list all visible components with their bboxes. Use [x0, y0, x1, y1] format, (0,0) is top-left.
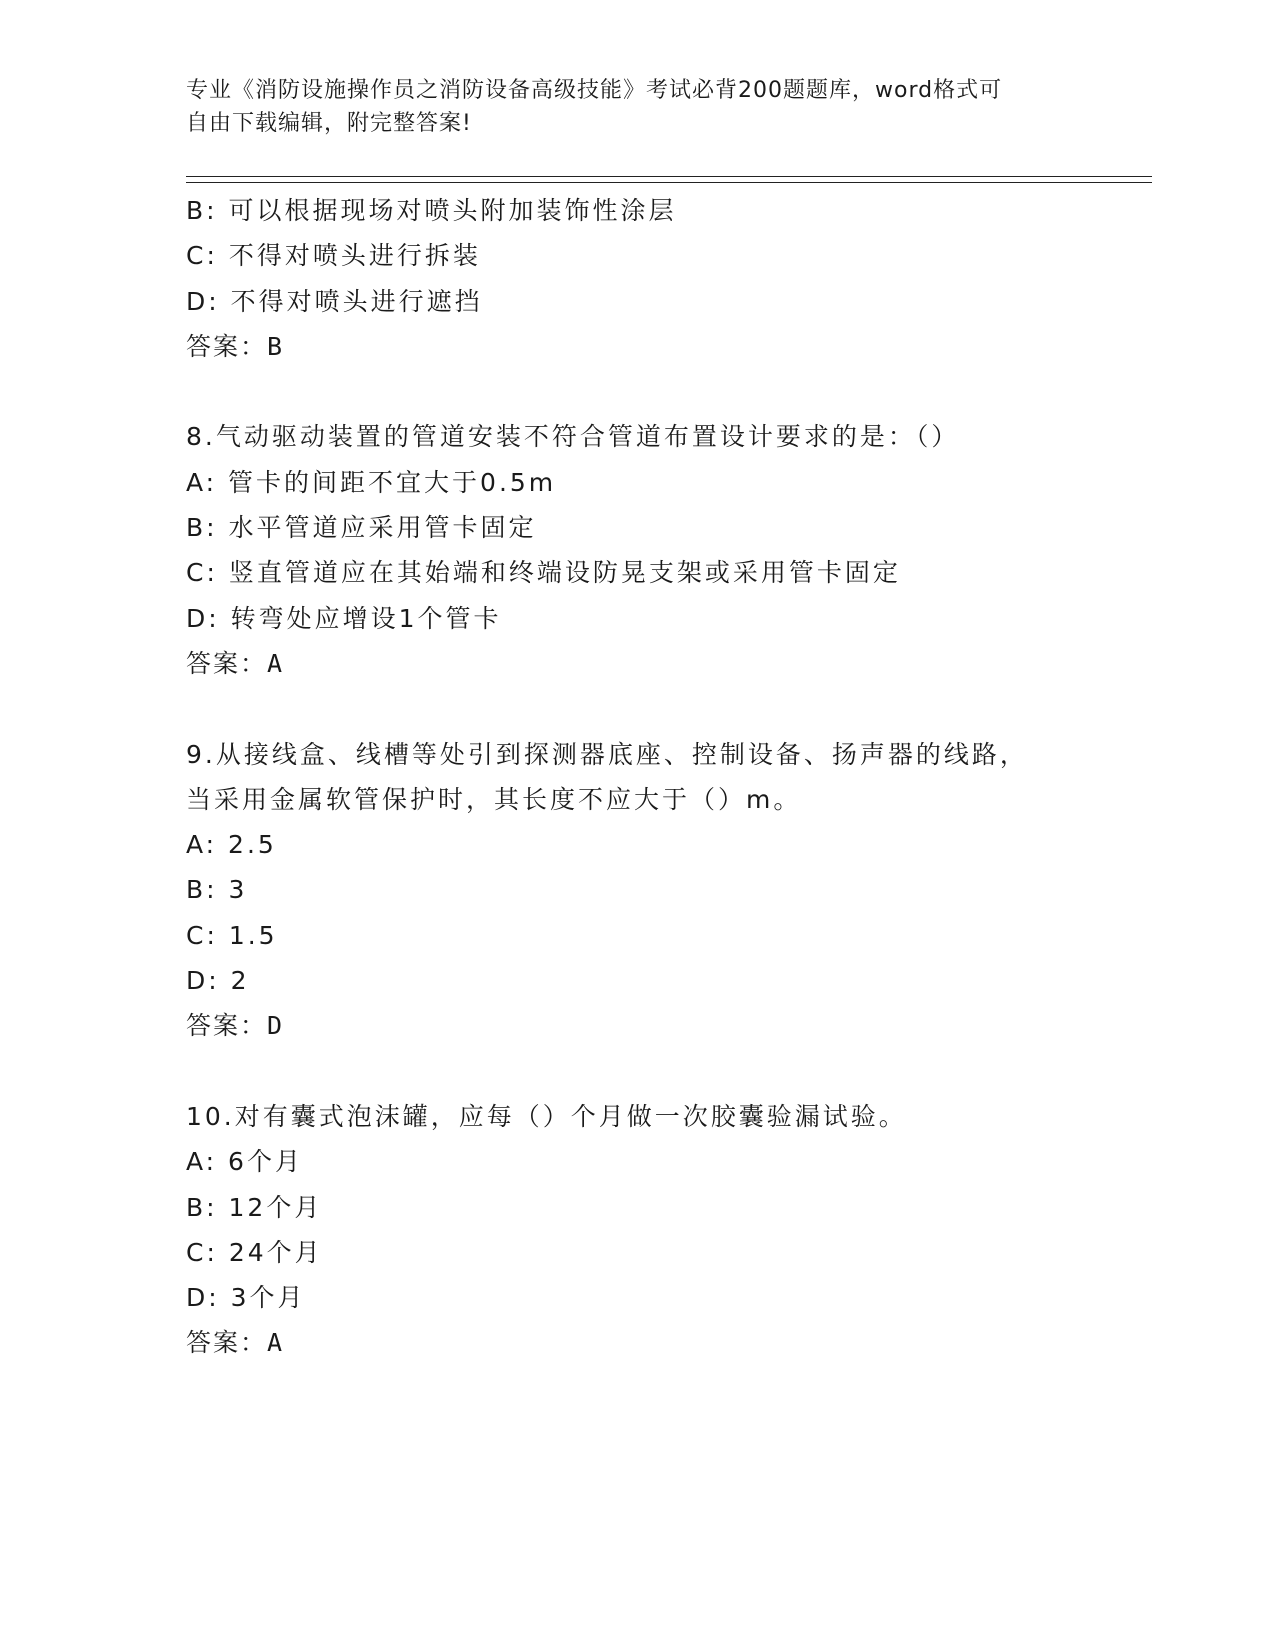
question-block-10: [186, 1094, 1146, 1366]
header-line-2: 自由下载编辑，附完整答案!: [186, 111, 472, 136]
option-a: A: 2.5: [186, 830, 277, 860]
option-c: C: 1.5: [186, 920, 278, 950]
question-stem: 10.对有囊式泡沫罐，应每（）个月做一次胶囊验漏试验。: [186, 1101, 907, 1131]
spacer: [186, 369, 1146, 414]
option-a: A: 管卡的间距不宜大于0.5m: [186, 467, 557, 497]
answer-line: 答案：A: [186, 648, 285, 678]
option-b: B: 12个月: [186, 1192, 323, 1222]
option-c: C: 竖直管道应在其始端和终端设防晃支架或采用管卡固定: [186, 558, 901, 588]
option-a: A: 6个月: [186, 1147, 303, 1177]
header-line-1: 专业《消防设施操作员之消防设备高级技能》考试必背200题题库，word格式可: [186, 78, 1003, 103]
option-b: B: 可以根据现场对喷头附加装饰性涂层: [186, 196, 677, 225]
question-stem: 8.气动驱动装置的管道安装不符合管道布置设计要求的是：（）: [186, 422, 960, 452]
question-stem-continued: 当采用金属软管保护时，其长度不应大于（）m。: [186, 784, 802, 814]
option-d: D: 不得对喷头进行遮挡: [186, 286, 483, 316]
option-b: B: 3: [186, 875, 248, 905]
option-c: C: 24个月: [186, 1237, 323, 1267]
option-d: D: 2: [186, 966, 250, 996]
page-header: [186, 74, 1086, 140]
question-block-8: [186, 414, 1146, 686]
option-d: D: 3个月: [186, 1283, 306, 1313]
answer-line: 答案：A: [186, 1328, 285, 1358]
document-body: [186, 188, 1146, 1366]
answer-line: 答案：D: [186, 1011, 285, 1041]
answer-line: 答案：B: [186, 331, 285, 361]
partial-question-block: [186, 188, 1146, 369]
header-double-rule: [186, 176, 1152, 183]
option-b: B: 水平管道应采用管卡固定: [186, 513, 537, 543]
question-block-9: [186, 732, 1146, 1049]
spacer: [186, 686, 1146, 731]
question-stem: 9.从接线盒、线槽等处引到探测器底座、控制设备、扬声器的线路，: [186, 739, 1028, 769]
spacer: [186, 1049, 1146, 1094]
option-d: D: 转弯处应增设1个管卡: [186, 603, 502, 633]
option-c: C: 不得对喷头进行拆装: [186, 241, 481, 271]
